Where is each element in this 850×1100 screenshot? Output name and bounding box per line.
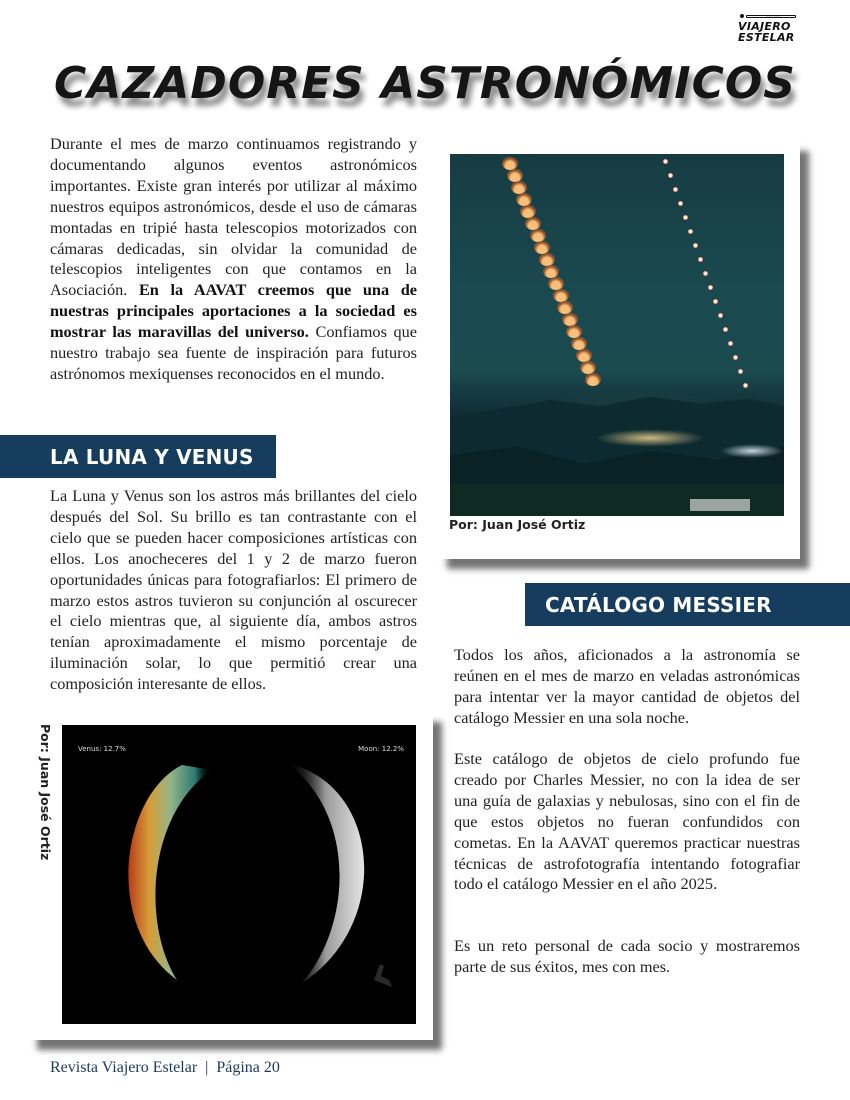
footer-magazine-name: Revista Viajero Estelar <box>50 1059 198 1076</box>
intro-text-end: Confiamos que nuestro trabajo sea fuente de inspiración para futuros astrónomos mexiquenses reconocidos en el mundo. <box>50 322 417 383</box>
intro-paragraph <box>50 134 417 385</box>
luna-venus-paragraph: La Luna y Venus son los astros más brillantes del cielo después del Sol. Su brillo es tan contrastante con el cielo que se pueden hacer composiciones artísticas con ellos. Los anocheceres del 1 y 2 de marzo fueron oportunidades únicas para fotografiarlos: El primero de marzo estos astros tuvieron su conjunción al oscurecer el cielo mientras que, al siguiente día, ambos astros tenían aproximadamente el mismo porcentaje de iluminación solar, lo que permitió crear una composición interesante de ellos. <box>50 486 417 694</box>
venus-moon-crescents-photo <box>62 725 416 1024</box>
messier-paragraph-2: Este catálogo de objetos de cielo profundo fue creado por Charles Messier, no con la idea de ser una guía de galaxias y nebulosas, sino con el fin de que estos objetos no fueran confundidos con cometas. En la AAVAT queremos practicar nuestras técnicas de astrofotografía intentando fotografiar todo el catálogo Messier en el año 2025. <box>454 749 800 894</box>
page-footer <box>50 1059 280 1077</box>
messier-paragraph-1: Todos los años, aficionados a la astronomía se reúnen en el mes de marzo en veladas astronómicas para intentar ver la mayor cantidad de objetos del catálogo Messier en una sola noche. <box>454 645 800 727</box>
photo-card-crescents <box>28 712 433 1040</box>
photo-credit-crescents: Por: Juan José Ortiz <box>38 724 53 861</box>
footer-page-number: Página 20 <box>216 1059 280 1076</box>
moon-illumination-label: Moon: 12.2% <box>358 745 404 753</box>
moon-venus-trails-photo <box>450 154 784 516</box>
logo-line-1: VIAJERO <box>738 20 791 33</box>
venus-illumination-label: Venus: 12.7% <box>78 745 126 753</box>
section-heading-text: CATÁLOGO MESSIER <box>545 592 772 617</box>
photo-credit-sky: Por: Juan José Ortiz <box>449 517 586 532</box>
intro-bold-text: En la AAVAT creemos que una de nuestras principales aportaciones a la sociedad es mostrar las maravillas del universo. <box>50 280 417 342</box>
photo-card-sky-trails <box>438 141 800 559</box>
telescope-icon <box>740 14 796 19</box>
messier-paragraph-3: Es un reto personal de cada socio y mostraremos parte de sus éxitos, mes con mes. <box>454 936 800 976</box>
logo-line-2: ESTELAR <box>738 31 795 44</box>
intro-text: Durante el mes de marzo continuamos registrando y documentando algunos eventos astronómicos importantes. Existe gran interés por utilizar al máximo nuestros equipos astronómicos, desde el uso de cámaras montadas en tripié hasta telescopios motorizados con cámaras dedicadas, sin olvidar la comunidad de telescopios inteligentes con que contamos en la Asociación. <box>50 134 417 300</box>
footer-separator: | <box>205 1059 209 1076</box>
magazine-logo <box>736 12 800 44</box>
section-heading-text: LA LUNA Y VENUS <box>50 444 254 469</box>
section-heading-messier <box>525 583 850 626</box>
crescents-illustration <box>62 725 416 1024</box>
section-heading-luna-venus <box>0 435 276 478</box>
page-title: CAZADORES ASTRONÓMICOS <box>54 58 796 109</box>
